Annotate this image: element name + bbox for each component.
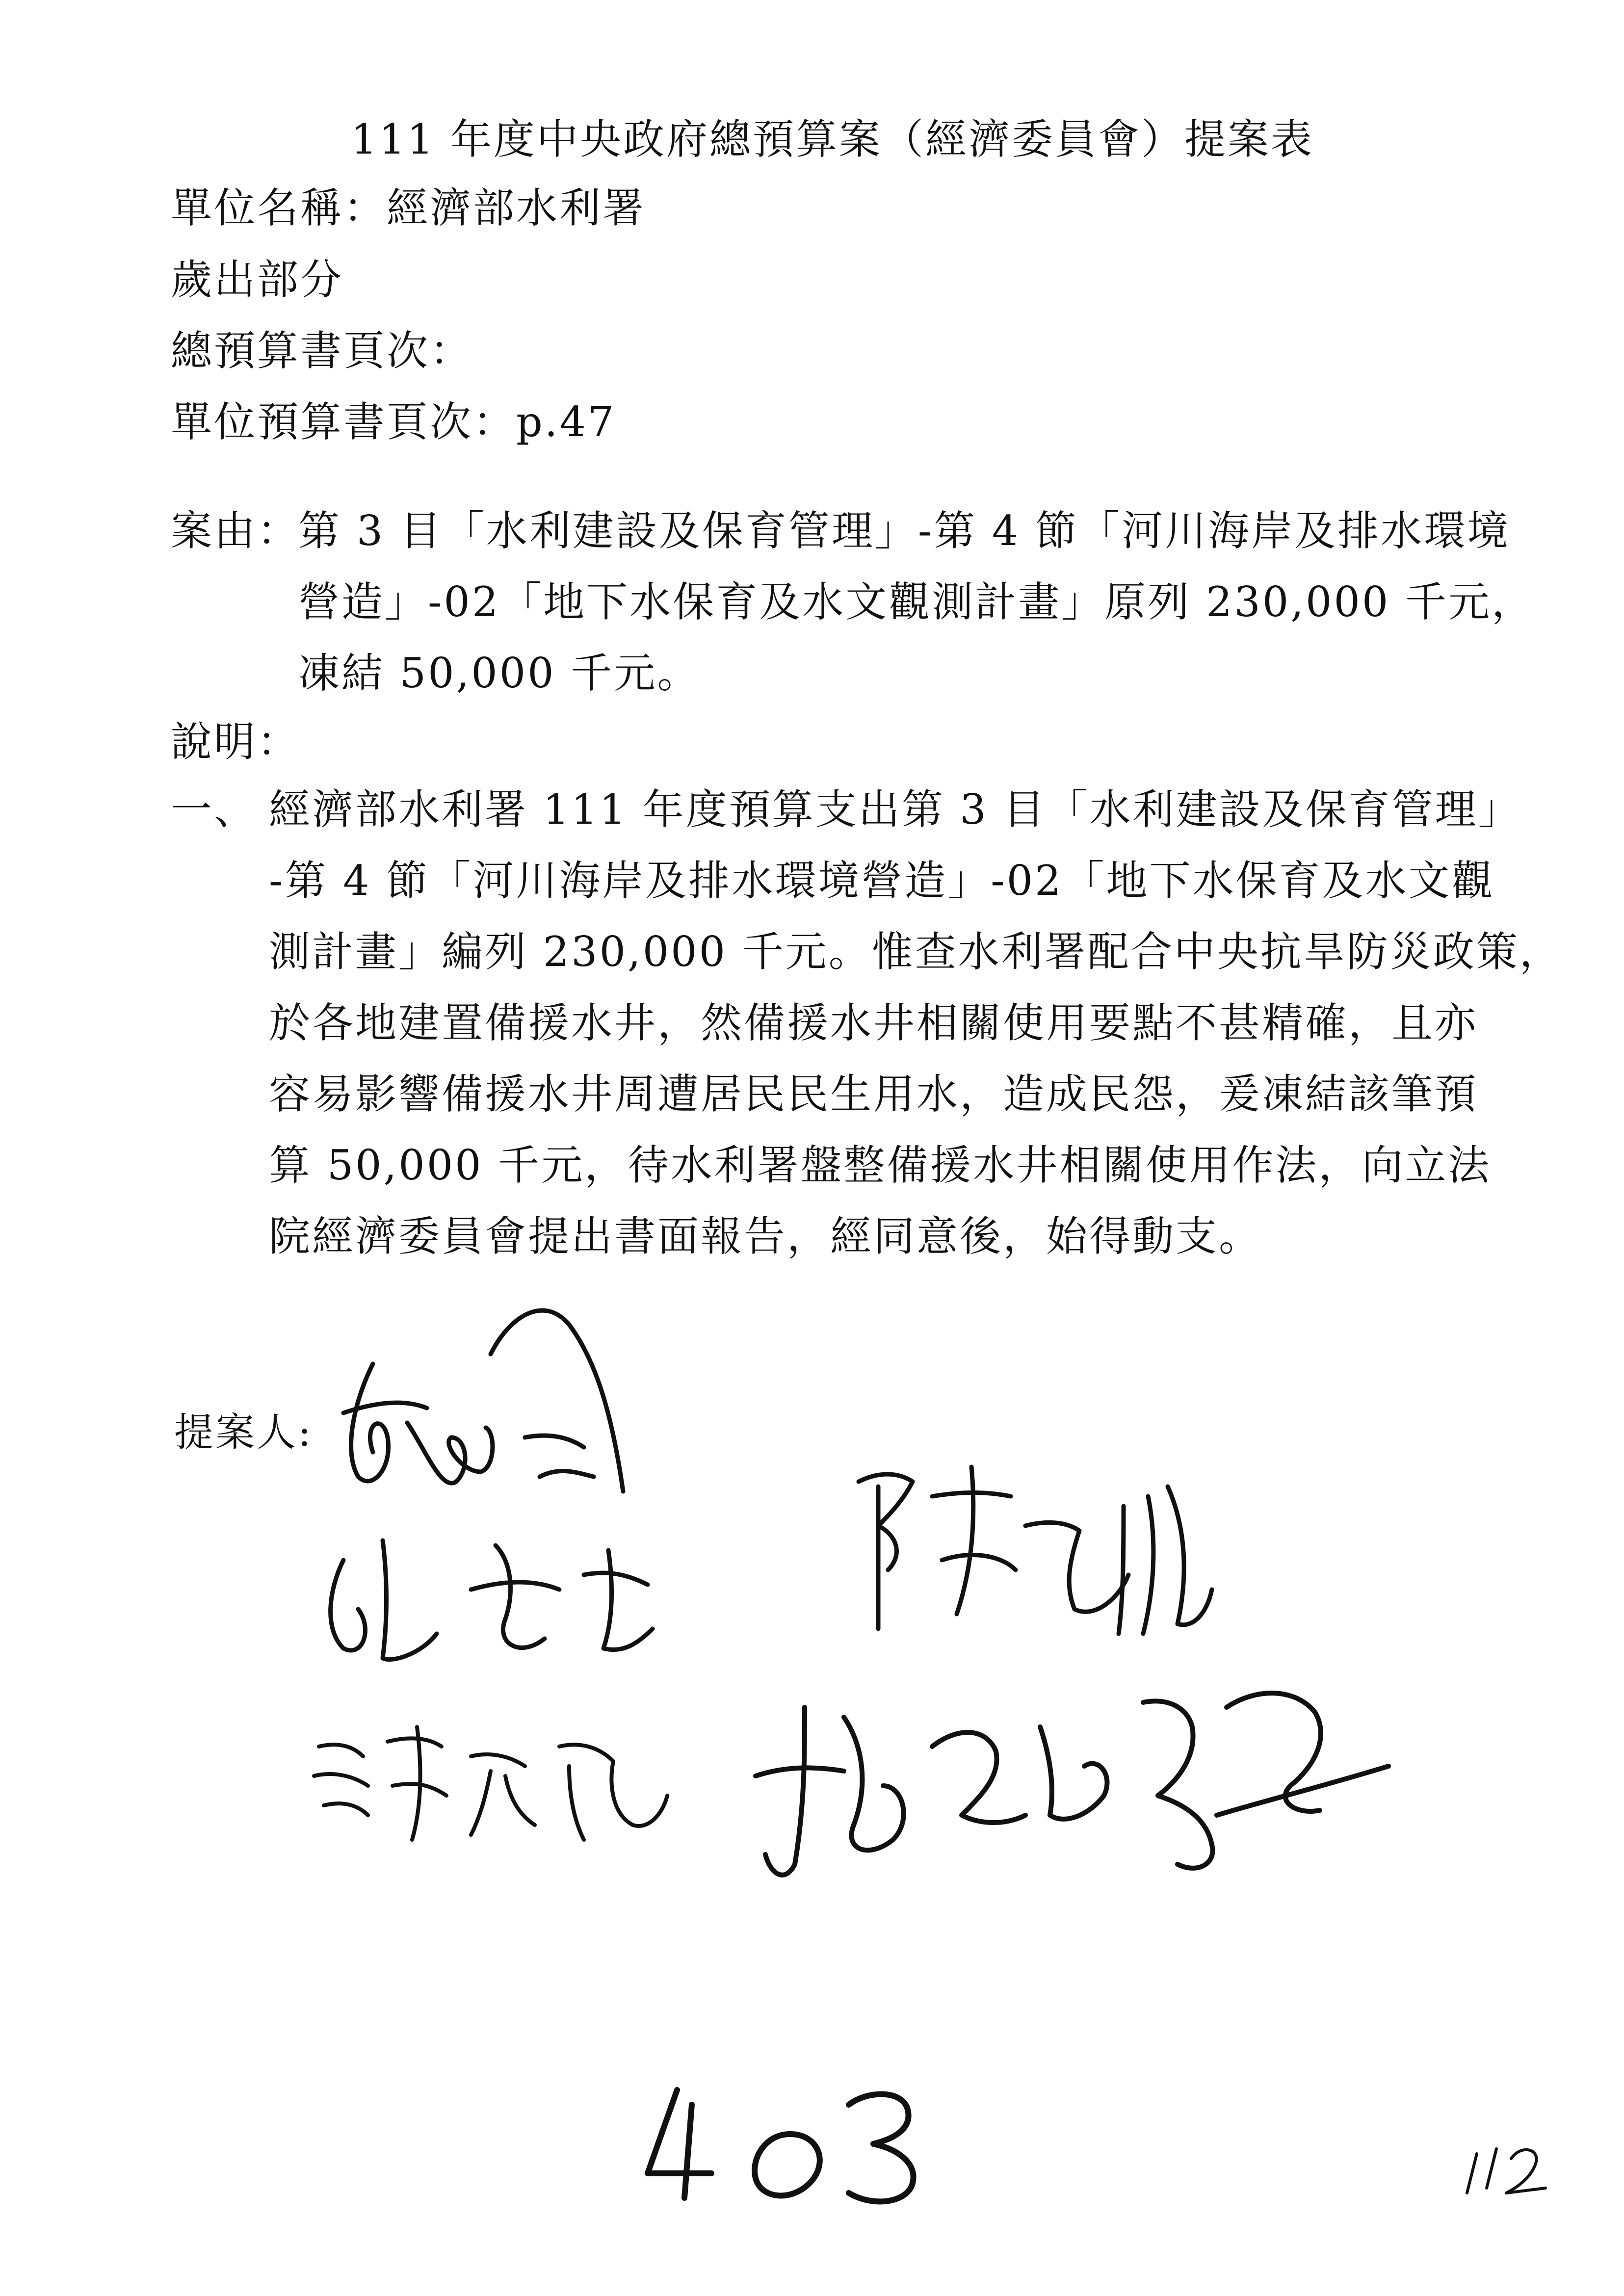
explanation-line: 測計畫」編列 230,000 千元。惟查水利署配合中央抗旱防災政策， [269, 928, 1563, 976]
explanation-line: 院經濟委員會提出書面報告，經同意後，始得動支。 [269, 1212, 1262, 1260]
handwritten-corner-mark [1467, 2149, 1545, 2193]
explanation-line: 算 50,000 千元，待水利署盤整備援水井相關使用作法，向立法 [269, 1141, 1492, 1189]
proposer-label: 提案人: [174, 1409, 313, 1455]
handwritten-page-number [648, 2090, 914, 2201]
unit-budget-page-line: 單位預算書頁次：p.47 [171, 398, 616, 446]
signature-1 [343, 1310, 623, 1491]
signature-4 [314, 1727, 667, 1840]
total-budget-page-line: 總預算書頁次： [171, 327, 473, 375]
explanation-line: 容易影響備援水井周遭居民民生用水，造成民怨，爰凍結該筆預 [269, 1070, 1478, 1118]
signature-2 [331, 1540, 653, 1660]
explanation-item-number: 一、 [171, 785, 258, 834]
case-line: 營造」-02「地下水保育及水文觀測計畫」原列 230,000 千元， [298, 578, 1535, 626]
explanation-line: 於各地建置備援水井，然備援水井相關使用要點不甚精確，且亦 [269, 999, 1478, 1047]
explanation-line: -第 4 節「河川海岸及排水環境營造」-02「地下水保育及水文觀 [269, 857, 1495, 905]
document-title: 111 年度中央政府總預算案（經濟委員會）提案表 [351, 115, 1314, 163]
case-label: 案由： [171, 507, 301, 555]
case-line: 第 3 目「水利建設及保育管理」-第 4 節「河川海岸及排水環境 [298, 507, 1511, 555]
section-line: 歲出部分 [171, 256, 344, 304]
explanation-line: 經濟部水利署 111 年度預算支出第 3 目「水利建設及保育管理」 [269, 785, 1521, 834]
signature-3 [859, 1467, 1212, 1634]
signature-5 [756, 1693, 1388, 1875]
explanation-label: 說明： [171, 718, 301, 766]
case-line: 凍結 50,000 千元。 [298, 649, 701, 697]
unit-name-line: 單位名稱：經濟部水利署 [171, 184, 646, 232]
